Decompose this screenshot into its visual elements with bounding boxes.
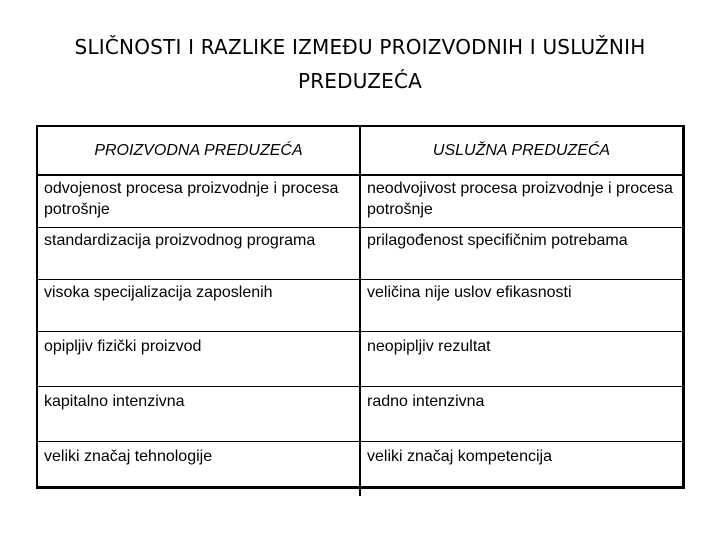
title-line-1: SLIČNOSTI I RAZLIKE IZMEĐU PROIZVODNIH I USLUŽNIH <box>74 35 646 59</box>
table-row <box>38 279 682 331</box>
cell-services: veličina nije uslov efikasnosti <box>360 279 682 331</box>
table-row <box>38 227 682 279</box>
cell-manufacturing: opipljiv fizički proizvod <box>38 331 360 386</box>
cell-services: prilagođenost specifičnim potrebama <box>360 227 682 279</box>
header-services: USLUŽNA PREDUZEĆA <box>360 127 682 175</box>
cell-manufacturing: standardizacija proizvodnog programa <box>38 227 360 279</box>
cell-services: radno intenzivna <box>360 386 682 441</box>
cell-services: neopipljiv rezultat <box>360 331 682 386</box>
cell-manufacturing: odvojenost procesa proizvodnje i procesa potrošnje <box>38 175 360 227</box>
cell-manufacturing: kapitalno intenzivna <box>38 386 360 441</box>
cell-manufacturing: visoka specijalizacija zaposlenih <box>38 279 360 331</box>
comparison-table-frame <box>36 125 685 489</box>
cell-manufacturing: veliki značaj tehnologije <box>38 441 360 496</box>
comparison-table <box>38 127 682 496</box>
cell-services: veliki značaj kompetencija <box>367 447 552 465</box>
table-row <box>38 175 682 227</box>
slide-title <box>20 30 700 98</box>
table-header-row <box>38 127 682 175</box>
title-line-2: PREDUZEĆA <box>297 69 423 93</box>
table-row <box>38 331 682 386</box>
header-manufacturing: PROIZVODNA PREDUZEĆA <box>38 127 360 175</box>
table-row <box>38 441 682 496</box>
cell-services: neodvojivost procesa proizvodnje i procesa potrošnje <box>360 175 682 227</box>
table-row <box>38 386 682 441</box>
